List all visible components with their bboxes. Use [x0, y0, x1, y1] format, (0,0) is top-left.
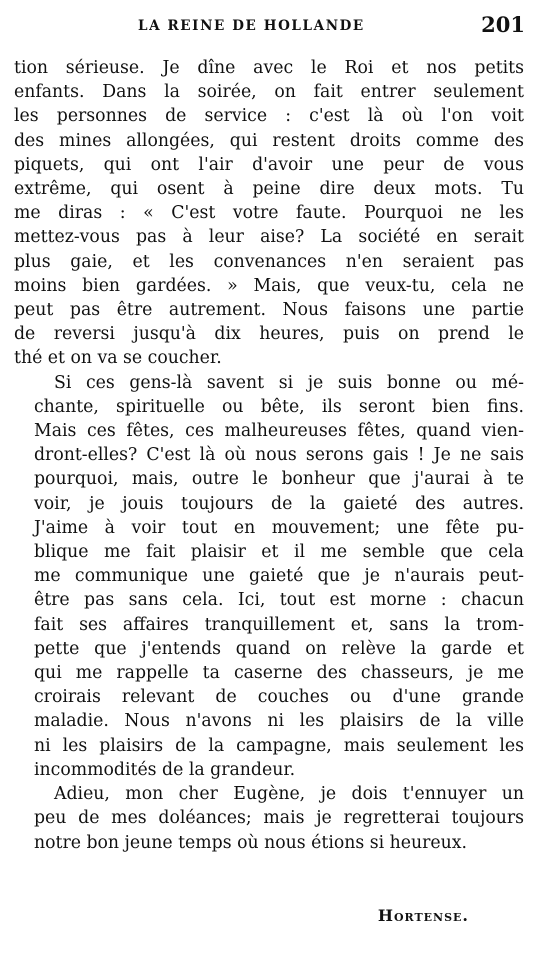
- text-line: peut pas être autrement. Nous faisons une partie: [14, 300, 524, 321]
- text-line: tion sérieuse. Je dîne avec le Roi et nos petits: [14, 58, 524, 78]
- text-line: piquets, qui ont l'air d'avoir une peur de vous: [14, 154, 524, 175]
- text-line: croirais relevant de couches ou d'une grande: [34, 687, 524, 708]
- signature: Hortense.: [377, 906, 469, 925]
- text-line: dront-elles? C'est là où nous serons gais ! Je ne sais: [34, 445, 524, 466]
- text-line: Adieu, mon cher Eugène, je dois t'ennuyer un: [54, 784, 524, 805]
- paragraph-1: [14, 56, 524, 371]
- text-line: de reversi jusqu'à dix heures, puis on prend le: [14, 324, 524, 345]
- text-line: enfants. Dans la soirée, on fait entrer seulement: [14, 82, 524, 103]
- text-line: extrême, qui osent à peine dire deux mots. Tu: [14, 179, 524, 200]
- text-line: me communique une gaieté que je n'aurais peut-: [34, 566, 524, 587]
- text-line: qui me rappelle ta caserne des chasseurs, je me: [34, 663, 524, 684]
- text-line: Si ces gens-là savent si je suis bonne ou mé-: [54, 372, 524, 393]
- text-line: ni les plaisirs de la campagne, mais seulement les: [34, 735, 524, 756]
- text-line: moins bien gardées. » Mais, que veux-tu, cela ne: [14, 275, 524, 296]
- text-line: plus gaie, et les convenances n'en seraient pas: [14, 251, 524, 272]
- paragraph-3: [14, 782, 524, 855]
- text-line: blique me fait plaisir et il me semble que cela: [34, 542, 524, 563]
- text-line: Mais ces fêtes, ces malheureuses fêtes, quand vien-: [34, 421, 524, 442]
- page-number: 201: [481, 12, 525, 37]
- text-line: mettez-vous pas à leur aise? La société en serait: [14, 227, 524, 248]
- text-line: incommodités de la grandeur.: [34, 759, 296, 780]
- text-line: J'aime à voir tout en mouvement; une fête pu-: [34, 517, 524, 538]
- text-line: pette que j'entends quand on relève la garde et: [34, 638, 524, 659]
- text-line: notre bon jeune temps où nous étions si heureux.: [34, 832, 467, 853]
- text-line: voir, je jouis toujours de la gaieté des autres.: [34, 493, 524, 514]
- text-line: chante, spirituelle ou bête, ils seront bien fins.: [34, 396, 524, 417]
- text-line: fait ses affaires tranquillement et, sans la trom-: [34, 614, 524, 635]
- text-line: peu de mes doléances; mais je regretterai toujours: [34, 808, 524, 829]
- body-text: [14, 56, 524, 855]
- text-line: être pas sans cela. Ici, tout est morne : chacun: [34, 590, 524, 611]
- text-line: thé et on va se coucher.: [14, 348, 222, 369]
- paragraph-2: [14, 371, 524, 782]
- running-header: [0, 12, 539, 44]
- text-line: pourquoi, mais, outre le bonheur que j'aurai à te: [34, 469, 524, 490]
- text-line: des mines allongées, qui restent droits comme des: [14, 130, 524, 151]
- text-line: me diras : « C'est votre faute. Pourquoi ne les: [14, 203, 524, 224]
- running-title: LA REINE DE HOLLANDE: [138, 18, 365, 34]
- text-line: maladie. Nous n'avons ni les plaisirs de la ville: [34, 711, 524, 732]
- text-line: les personnes de service : c'est là où l'on voit: [14, 106, 524, 127]
